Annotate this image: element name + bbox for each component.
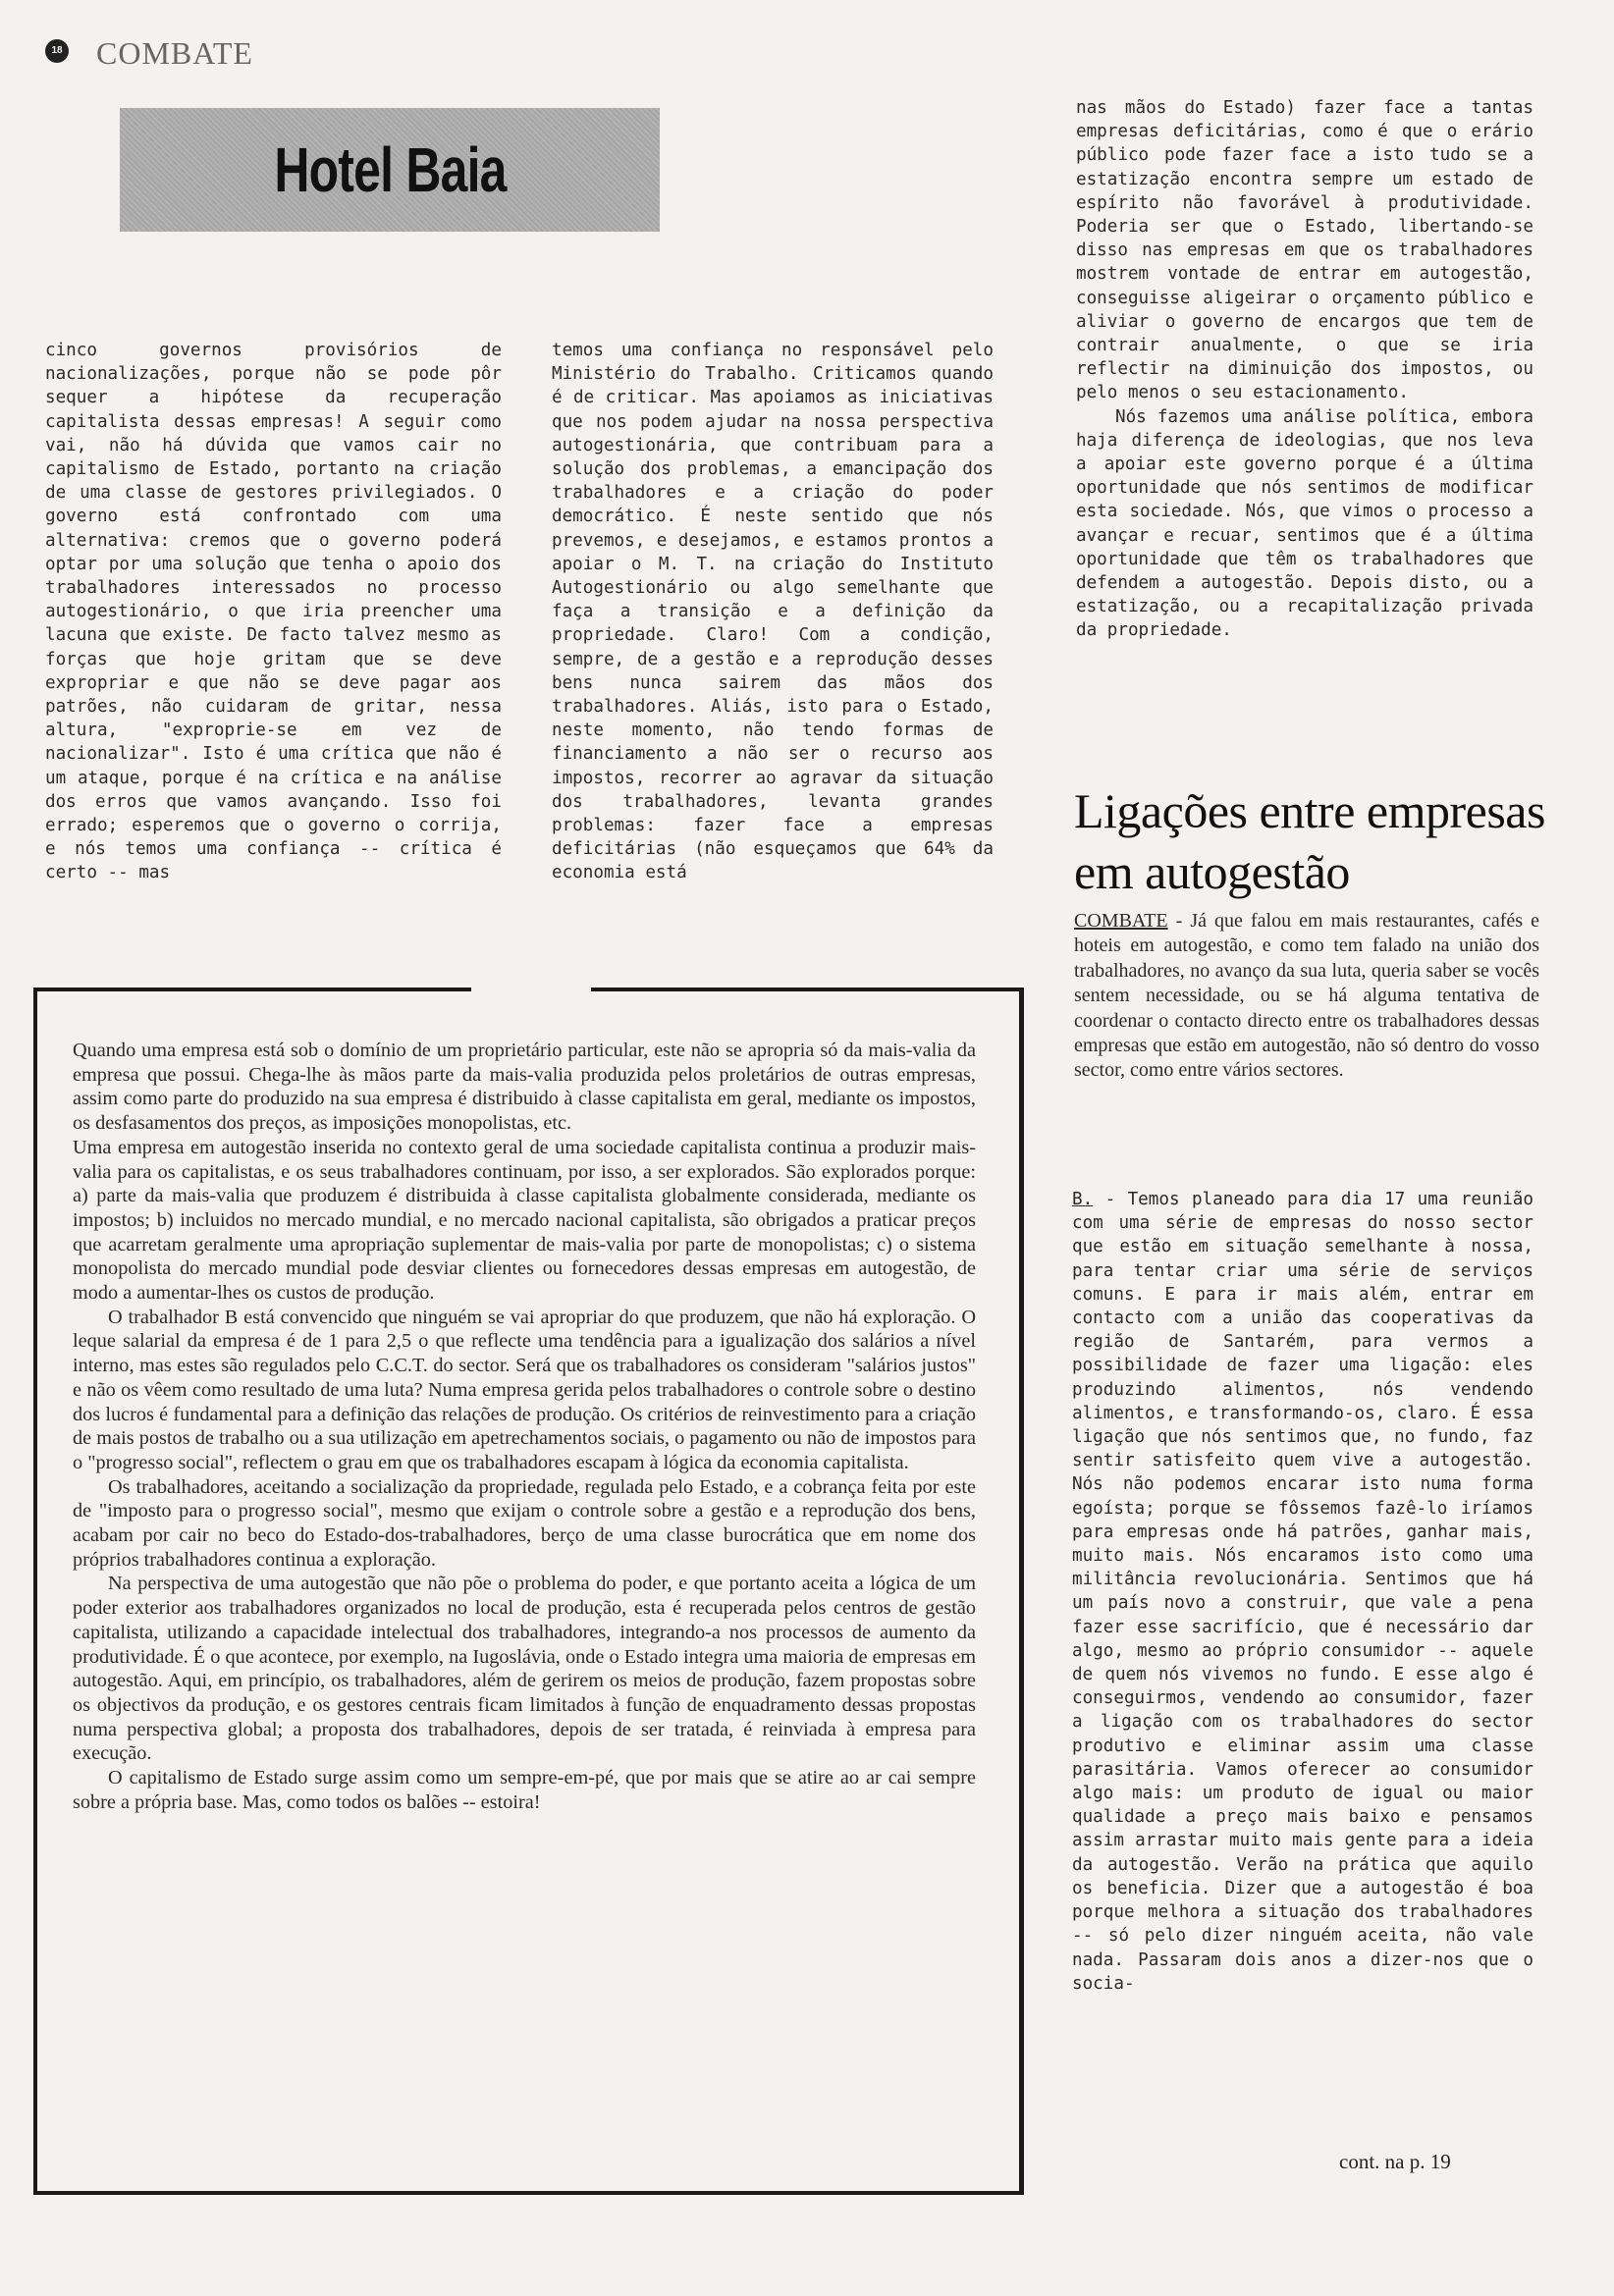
section-heading: Ligações entre empresas em autogestão <box>1074 783 1545 899</box>
column-2 <box>552 339 994 885</box>
continued-note: cont. na p. 19 <box>1339 2150 1451 2173</box>
column-1 <box>45 339 502 885</box>
page-number-badge: 18 <box>45 39 69 63</box>
question-text: - Já que falou em mais restaurantes, cafés e hoteis em autogestão, e como tem falado na união dos trabalhadores, no avanço da sua luta, queria saber se vocês sentem necessidade, ou se há alguma tentativa de coordenar o contacto directo entre os trabalhadores dessas empresas que estão em autogestão, não só dentro do vosso sector, como entre vários sectores. <box>1074 910 1539 1082</box>
paragraph: Na perspectiva de uma autogestão que não põe o problema do poder, e que portanto aceita a lógica de um poder exterior aos trabalhadores organizados no local de produção, esta é recuperada pelos centros de gestão capitalista, utilizando a capacidade intelectual dos trabalhadores, integrando-a nos processos de aumento da produtividade. É o que acontece, por exemplo, na Iugoslávia, onde o Estado integra uma maioria de empresas em autogestão. Aqui, em princípio, os trabalhadores, além de gerirem os meios de produção, fazem propostas sobre os objectivos da produção, e os gestores centrais ficam limitados à função de enquadramento dessas propostas numa perspectiva global; a proposta dos trabalhadores, depois de ser tratada, é reinviada à empresa para execução. <box>73 1573 976 1765</box>
answer-speaker: B. <box>1072 1190 1094 1209</box>
paragraph: cinco governos provisórios de nacionalizações, porque não se pode pôr sequer a hipótese da recuperação capitalista dessas empresas! A seguir como vai, não há dúvida que vamos cair no capitalismo de Estado, portanto na criação de uma classe de gestores privilegiados. O governo está confrontado com uma alternativa: cremos que o governo poderá optar por uma solução que tenha o apoio dos trabalhadores interessados no processo autogestionário, o que iria preencher uma lacuna que existe. De facto talvez mesmo as forças que hoje gritam que se deve expropriar e que não se deve pagar aos patrões, não cuidaram de gritar, nessa altura, "exproprie-se em vez de nacionalizar". Isto é uma crítica que não é um ataque, porque é na crítica e na análise dos erros que vamos avançando. Isso foi errado; esperemos que o governo o corrija, e nós temos uma confiança -- crítica é certo -- mas <box>45 341 502 883</box>
section-masthead: COMBATE <box>96 35 253 71</box>
title-banner <box>120 108 660 232</box>
article-title: Hotel Baia <box>273 134 507 205</box>
box-border-top-right <box>591 988 1020 991</box>
paragraph: Os trabalhadores, aceitando a socialização da propriedade, regulada pelo Estado, e a cobrança feita por este de "imposto para o progresso social", mesmo que exijam o controle sobre a gestão e a reprodução dos bens, acabam por cair no beco do Estado-dos-trabalhadores, berço de uma classe burocrática que em nome dos próprios trabalhadores continua a exploração. <box>73 1475 976 1571</box>
commentary-text <box>73 1039 976 1815</box>
answer-text: - Temos planeado para dia 17 uma reunião com uma série de empresas do nosso sector que estão em situação semelhante à nossa, para tentar criar uma série de serviços comuns. E para ir mais além, entrar em contacto com a união das cooperativas da região de Santarém, para vermos a possibilidade de fazer uma ligação: eles produzindo alimentos, nós vendendo alimentos, e transformando-os, claro. É essa ligação que nós sentimos que, no fundo, faz sentir satisfeito quem vive a autogestão. Nós não podemos encarar isto numa forma egoísta; porque se fôssemos fazê-lo iríamos para empresas onde há patrões, ganhar mais, muito mais. Nós encaramos isto como uma militância revolucionária. Sentimos que há um país novo a construir, que vale a pena fazer esse sacrifício, que é necessário dar algo, mesmo ao próprio consumidor -- aquele de quem nós vivemos no fundo. E esse algo é conseguirmos, vendendo ao consumidor, fazer a ligação com os trabalhadores do sector produtivo e eliminar assim uma classe parasitária. Vamos oferecer ao consumidor algo mais: um produto de igual ou maior qualidade a preço mais baixo e pensamos assim arrastar muito mais gente para a ideia da autogestão. Verão na prática que aquilo os beneficia. Dizer que a autogestão é boa porque melhora a situação dos trabalhadores -- só pelo dizer ninguém aceita, não vale nada. Passaram dois anos a dizer-nos que o socia- <box>1072 1190 1533 1994</box>
paragraph: O trabalhador B está convencido que ninguém se vai apropriar do que produzem, que não há exploração. O leque salarial da empresa é de 1 para 2,5 o que reflecte uma tendência para a igualização dos salários a nível interno, mas estes são regulados pelo C.C.T. do sector. Será que os trabalhadores os consideram "salários justos" e não os vêem como resultado de uma luta? Numa empresa gerida pelos trabalhadores o controle sobre o destino dos lucros é fundamental para a definição das relações de produção. Os critérios de reinvestimento para a criação de mais postos de trabalho ou a sua utilização em apetrechamentos sociais, o pagamento ou não de impostos para o "progresso social", reflectem o grau em que os trabalhadores escapam à lógica da economia capitalista. <box>73 1306 976 1473</box>
paragraph: Nós fazemos uma análise política, embora haja diferença de ideologias, que nos leva a apoiar este governo porque é a última oportunidade que nós sentimos de modificar esta sociedade. Nós, que vimos o processo a avançar e recuar, sentimos que é a última oportunidade que têm os trabalhadores que defendem a autogestão. Depois disto, ou a estatização, ou a recapitalização privada da propriedade. <box>1076 406 1533 641</box>
interview-question <box>1074 909 1539 1084</box>
question-speaker: COMBATE <box>1074 910 1168 932</box>
paragraph: O capitalismo de Estado surge assim como um sempre-em-pé, que por mais que se atire ao ar cai sempre sobre a própria base. Mas, como todos os balões -- estoira! <box>73 1767 976 1813</box>
interview-answer <box>1072 1188 1533 1996</box>
paragraph: Quando uma empresa está sob o domínio de um proprietário particular, este não se apropria só da mais-valia da empresa que possui. Chega-lhe às mãos parte da mais-valia produzida pelos proletários de outras empresas, assim como parte do produzido na sua empresa é distribuido à classe capitalista em geral, mediante os impostos, os desfasamentos dos preços, as imposições monopolistas, etc. <box>73 1040 976 1135</box>
paragraph: Uma empresa em autogestão inserida no contexto geral de uma sociedade capitalista continua a produzir mais-valia para os capitalistas, e os seus trabalhadores continuam, por isso, a ser explorados. São explorados porque: a) parte da mais-valia que produzem é distribuida à classe capitalista globalmente considerada, mediante os impostos; b) incluidos no mercado mundial, e no mercado nacional capitalista, são obrigados a praticar preços que acarretam geralmente uma apropriação suplementar de mais-valia por parte de monopolistas; c) o sistema monopolista do mercado mundial pode desviar clientes ou fornecedores dessas empresas em autogestão, de modo a aumentar-lhes os custos de produção. <box>73 1136 976 1305</box>
paragraph: nas mãos do Estado) fazer face a tantas empresas deficitárias, como é que o erário público pode fazer face a isto tudo se a estatização encontra sempre um estado de espírito não favorável à produtividade. Poderia ser que o Estado, libertando-se disso nas empresas em que os trabalhadores mostrem vontade de entrar em autogestão, conseguisse aligeirar o orçamento público e aliviar o governo de encargos que tem de contrair anualmente, o que se iria reflectir na diminuição dos impostos, ou pelo menos o seu estacionamento. <box>1076 98 1533 403</box>
box-border-top-left <box>33 988 471 991</box>
paragraph: temos uma confiança no responsável pelo Ministério do Trabalho. Criticamos quando é de criticar. Mas apoiamos as iniciativas que nos podem ajudar na nossa perspectiva autogestionária, que contribuam para a solução dos problemas, a emancipação dos trabalhadores e a criação do poder democrático. É neste sentido que nós prevemos, e desejamos, e estamos prontos a apoiar o M. T. na criação do Instituto Autogestionário ou algo semelhante que faça a transição e a definição da propriedade. Claro! Com a condição, sempre, de a gestão e a reprodução desses bens nunca sairem das mãos dos trabalhadores. Aliás, isto para o Estado, neste momento, não tendo formas de financiamento a não ser o recurso aos impostos, recorrer ao agravar da situação dos trabalhadores, levanta grandes problemas: fazer face a empresas deficitárias (não esqueçamos que 64% da economia está <box>552 341 994 883</box>
column-3 <box>1076 96 1533 643</box>
